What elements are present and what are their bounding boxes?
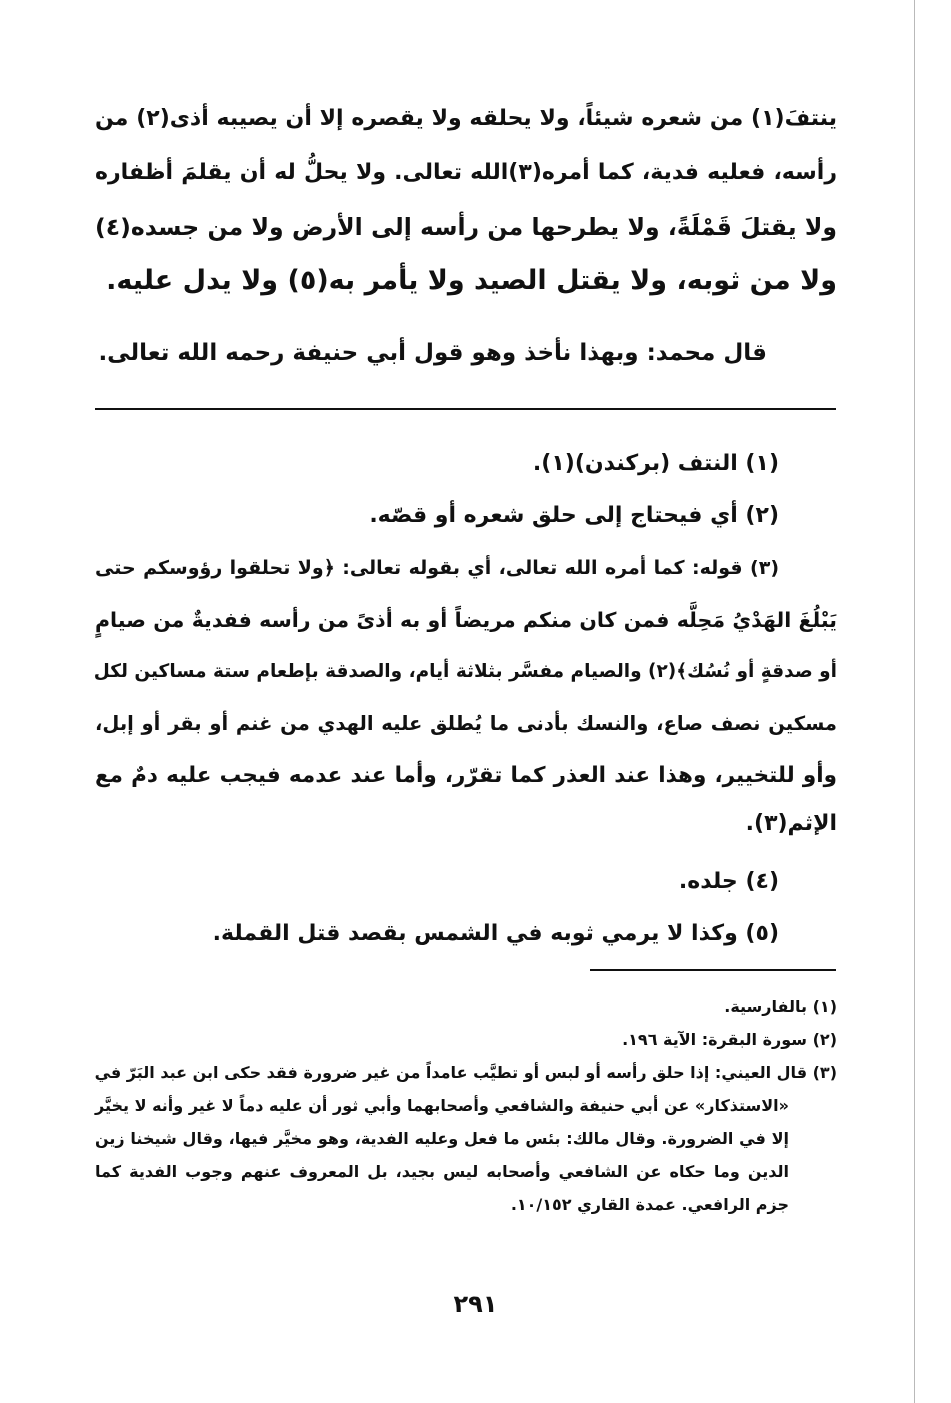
subnote-1: (١) بالفارسية. bbox=[724, 997, 837, 1016]
footnote-3-line: الإثم(٣). bbox=[745, 811, 837, 836]
subnote-3-line: إلا في الضرورة. وقال مالك: بئس ما فعل وعليه الفدية، وهو مخيَّر فيها، وقال شيخنا زين bbox=[95, 1129, 789, 1148]
footnotes-section bbox=[95, 438, 837, 960]
main-text bbox=[95, 92, 837, 380]
footnote-5: (٥) وكذا لا يرمي ثوبه في الشمس بقصد قتل القملة. bbox=[212, 921, 779, 946]
subnote-separator bbox=[590, 969, 836, 971]
main-text-line: رأسه، فعليه فدية، كما أمره(٣)الله تعالى. ولا يحلُّ له أن يقلمَ أظفاره bbox=[95, 160, 837, 185]
footnote-3-line: يَبْلُغَ الهَدْيُ مَحِلَّه فمن كان منكم مريضاً أو به أذىً من رأسه ففديةٌ من صيامٍ bbox=[95, 608, 837, 632]
footnote-separator bbox=[95, 408, 836, 410]
page-number: ٢٩١ bbox=[453, 1290, 498, 1318]
main-text-line: ولا من ثوبه، ولا يقتل الصيد ولا يأمر به(٥) ولا يدل عليه. bbox=[106, 265, 837, 296]
subnote-3-line: «الاستذكار» عن أبي حنيفة والشافعي وأصحابهما وأبي ثور أن عليه دماً لا غير وأنه لا يخيَّر bbox=[95, 1096, 789, 1115]
footnote-3-line: مسكين نصف صاع، والنسك بأدنى ما يُطلق عليه الهدي من غنم أو بقر أو إبل، bbox=[95, 712, 837, 735]
main-text-line: ينتفَ(١) من شعره شيئاً، ولا يحلقه ولا يقصره إلا أن يصيبه أذى(٢) من bbox=[95, 106, 837, 131]
subnote-3-line: جزم الرافعي. عمدة القاري ١٠/١٥٢. bbox=[510, 1195, 789, 1214]
footnote-1: (١) النتف (بركندن)(١). bbox=[532, 451, 779, 476]
subnote-3-line: (٣) قال العيني: إذا حلق رأسه أو لبس أو تطيَّب عامداً من غير ضرورة فقد حكى ابن عبد البَرّ في bbox=[94, 1063, 837, 1082]
footnote-3-line: وأو للتخيير، وهذا عند العذر كما تقرّر، وأما عند عدمه فيجب عليه دمٌ مع bbox=[95, 763, 837, 788]
subnotes-section bbox=[95, 990, 837, 1221]
footnote-2: (٢) أي فيحتاج إلى حلق شعره أو قصّه. bbox=[369, 503, 779, 528]
author-quote: قال محمد: وبهذا نأخذ وهو قول أبي حنيفة رحمه الله تعالى. bbox=[98, 340, 767, 366]
subnote-2: (٢) سورة البقرة: الآية ١٩٦. bbox=[622, 1030, 837, 1049]
subnote-3-line: الدين وما حكاه عن الشافعي وأصحابه ليس بجيد، بل المعروف عنهم وجوب الفدية كما bbox=[95, 1162, 789, 1181]
page-edge-line bbox=[914, 0, 915, 1403]
footnote-4: (٤) جلده. bbox=[678, 869, 779, 894]
footnote-3-line: أو صدقةٍ أو نُسُك﴾(٢) والصيام مفسَّر بثلاثة أيام، والصدقة بإطعام ستة مساكين لكل bbox=[93, 661, 837, 682]
main-text-line: ولا يقتلَ قَمْلَةً، ولا يطرحها من رأسه إلى الأرض ولا من جسده(٤) bbox=[95, 213, 837, 241]
footnote-3-line: (٣) قوله: كما أمره الله تعالى، أي بقوله تعالى: ﴿ولا تحلقوا رؤوسكم حتى bbox=[95, 557, 779, 579]
